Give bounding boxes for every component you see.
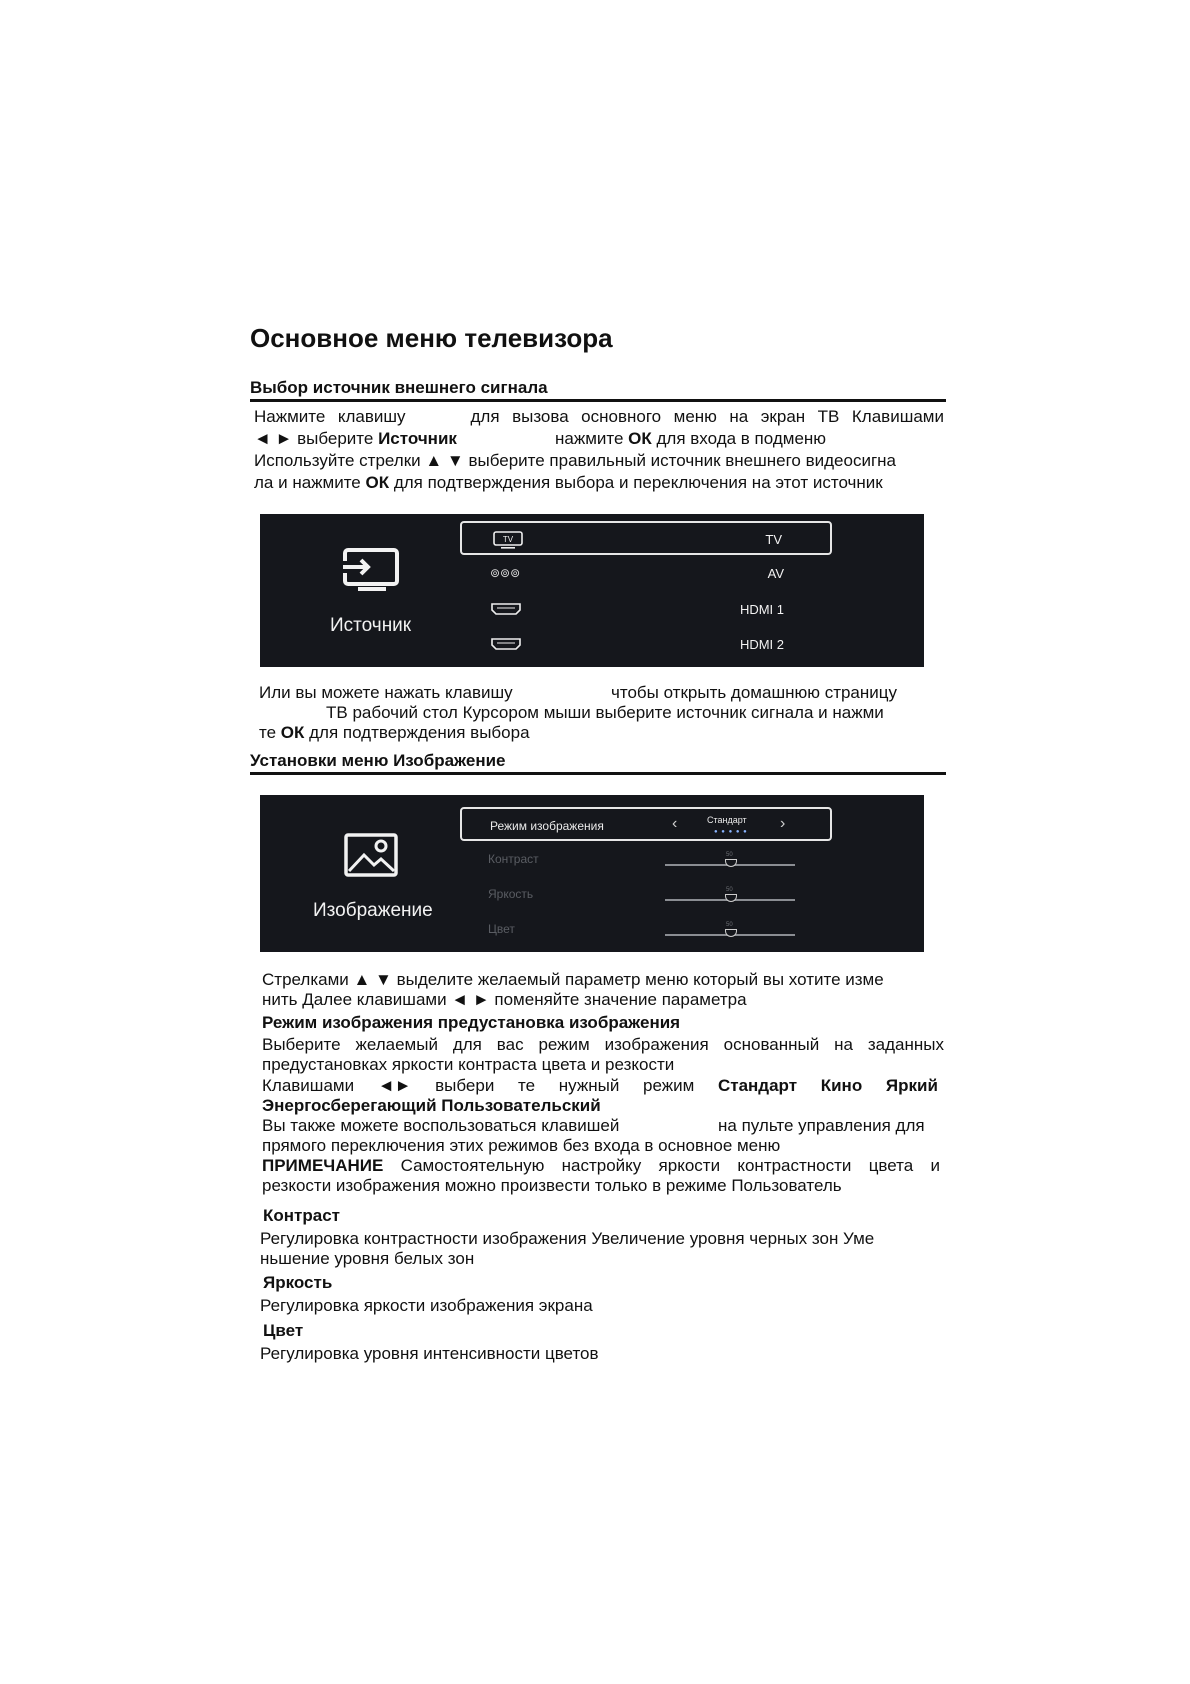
text: ла и нажмите: [254, 473, 366, 492]
brightness-heading: Яркость: [263, 1273, 333, 1292]
word: Клавишами: [851, 407, 944, 426]
word: настройку: [561, 1156, 642, 1175]
paragraph-line: Регулировка контрастности изображения Увеличение уровня черных зон Уме: [260, 1229, 875, 1248]
slider-knob[interactable]: [725, 894, 737, 902]
contrast-slider[interactable]: [665, 852, 795, 866]
source-menu-panel: [260, 514, 924, 667]
av-icon: ⊚⊚⊚: [490, 566, 521, 580]
paragraph-line: [262, 1035, 944, 1055]
picture-icon: [344, 833, 398, 877]
heading-rule: [250, 399, 946, 402]
word: ◄►: [377, 1076, 412, 1095]
brightness-row[interactable]: [460, 877, 832, 911]
slider-value: 50: [726, 922, 733, 928]
word: основанный: [723, 1035, 820, 1054]
word: вас: [496, 1035, 524, 1054]
paragraph-line: Регулировка уровня интенсивности цветов: [260, 1344, 599, 1363]
color-label: Цвет: [488, 922, 515, 936]
paragraph-line: резкости изображения можно произвести только в режиме Пользователь: [262, 1176, 842, 1195]
hdmi-icon: [490, 601, 522, 617]
paragraph-line: Энергосберегающий Пользовательский: [262, 1096, 601, 1115]
source-item-label: HDMI 1: [739, 602, 784, 617]
word: на: [834, 1035, 853, 1054]
slider-value: 50: [726, 852, 733, 858]
word: и: [930, 1156, 940, 1175]
bold-word: Кино: [820, 1076, 863, 1095]
heading-rule: [250, 772, 946, 775]
input-source-icon: [342, 547, 402, 595]
picture-mode-label: Режим изображения: [490, 819, 604, 833]
contrast-label: Контраст: [488, 852, 539, 866]
word: ТВ: [817, 407, 840, 426]
word: те: [518, 1076, 536, 1095]
slider-value: 50: [726, 887, 733, 893]
paragraph-line: [254, 407, 944, 427]
section-heading-picture: Установки меню Изображение: [250, 751, 506, 770]
paragraph-line: ТВ рабочий стол Курсором мыши выберите источник сигнала и нажми: [326, 703, 884, 722]
word: меню: [673, 407, 717, 426]
bold-word: Стандарт: [717, 1076, 798, 1095]
source-item-tv[interactable]: [460, 521, 832, 555]
bold-text: Источник: [378, 429, 457, 448]
page-title: Основное меню телевизора: [250, 323, 613, 353]
source-item-label: TV: [765, 532, 782, 547]
word: вызова: [512, 407, 569, 426]
paragraph-line: [259, 723, 530, 743]
tv-icon: [492, 531, 524, 549]
paragraph-line: [254, 429, 457, 449]
paragraph-line: чтобы открыть домашнюю страницу: [611, 683, 898, 702]
paragraph-line: Регулировка яркости изображения экрана: [260, 1296, 593, 1315]
word: на: [729, 407, 749, 426]
hdmi-icon: [490, 636, 522, 652]
slider-knob[interactable]: [725, 859, 737, 867]
section-heading-source: Выбор источник внешнего сигнала: [250, 378, 548, 397]
chevron-left-icon[interactable]: ‹: [672, 815, 678, 832]
word: заданных: [867, 1035, 944, 1054]
picture-mode-value: Стандарт: [707, 815, 747, 825]
brightness-label: Яркость: [488, 887, 534, 901]
word: цвета: [868, 1156, 914, 1175]
bold-text: ОК: [280, 723, 305, 742]
word: Самостоятельную: [400, 1156, 545, 1175]
word: Нажмите: [254, 407, 326, 426]
mode-heading: Режим изображения предустановка изображения: [262, 1013, 681, 1032]
text: те: [259, 723, 281, 742]
source-item-hdmi2[interactable]: [460, 628, 832, 662]
source-item-hdmi1[interactable]: [460, 593, 832, 627]
paragraph-line: нить Далее клавишами ◄ ► поменяйте значение параметра: [262, 990, 747, 1009]
brightness-slider[interactable]: [665, 887, 795, 901]
note-label: ПРИМЕЧАНИЕ: [262, 1156, 384, 1175]
word: режим: [538, 1035, 590, 1054]
word: для: [452, 1035, 482, 1054]
slider-knob[interactable]: [725, 929, 737, 937]
paragraph-line: прямого переключения этих режимов без входа в основное меню: [262, 1136, 781, 1155]
word: клавишу: [337, 407, 406, 426]
contrast-heading: Контраст: [263, 1206, 340, 1225]
svg-text:TV: TV: [502, 535, 514, 544]
paragraph-line: предустановках яркости контраста цвета и резкости: [262, 1055, 675, 1074]
paragraph-line: [262, 1156, 940, 1176]
paragraph-line: [555, 429, 826, 449]
word: Клавишами: [262, 1076, 355, 1095]
word: режим: [643, 1076, 695, 1095]
chevron-right-icon[interactable]: ›: [780, 815, 786, 832]
word: выбери: [435, 1076, 495, 1095]
source-item-av[interactable]: [460, 557, 832, 591]
contrast-row[interactable]: [460, 842, 832, 876]
text: нажмите: [555, 429, 629, 448]
text: ◄ ► выберите: [254, 429, 379, 448]
paragraph-line: Используйте стрелки ▲ ▼ выберите правильный источник внешнего видеосигна: [254, 451, 897, 470]
word: основного: [581, 407, 662, 426]
paragraph-line: Вы также можете воспользоваться клавишей: [262, 1116, 620, 1135]
color-row[interactable]: [460, 912, 832, 946]
bold-word: Яркий: [885, 1076, 938, 1095]
source-menu-label: Источник: [330, 615, 412, 636]
paragraph-line: [262, 1076, 938, 1096]
picture-menu-label: Изображение: [313, 900, 433, 921]
word: изображения: [604, 1035, 709, 1054]
text: для подтверждения выбора и переключения на этот источник: [389, 473, 883, 492]
blank-gap: [418, 407, 458, 427]
word: желаемый: [355, 1035, 438, 1054]
paragraph-line: Стрелками ▲ ▼ выделите желаемый параметр меню который вы хотите изме: [262, 970, 884, 989]
picture-mode-row[interactable]: [460, 807, 832, 841]
source-item-label: AV: [767, 566, 784, 581]
paragraph-line: [254, 473, 883, 493]
text: для входа в подменю: [651, 429, 827, 448]
source-item-label: HDMI 2: [739, 637, 784, 652]
mode-page-dots: ● ● ● ● ●: [714, 829, 748, 835]
word: Выберите: [262, 1035, 341, 1054]
word: яркости: [658, 1156, 721, 1175]
word: экран: [760, 407, 806, 426]
word: контрастности: [737, 1156, 852, 1175]
color-heading: Цвет: [263, 1321, 304, 1340]
text: для подтверждения выбора: [304, 723, 530, 742]
color-slider[interactable]: [665, 922, 795, 936]
word: нужный: [558, 1076, 620, 1095]
paragraph-line: ньшение уровня белых зон: [260, 1249, 475, 1268]
paragraph-line: Или вы можете нажать клавишу: [259, 683, 513, 702]
paragraph-line: на пульте управления для: [718, 1116, 925, 1135]
picture-menu-panel: [260, 795, 924, 952]
word: для: [470, 407, 500, 426]
bold-text: ОК: [365, 473, 390, 492]
bold-text: ОК: [628, 429, 652, 448]
